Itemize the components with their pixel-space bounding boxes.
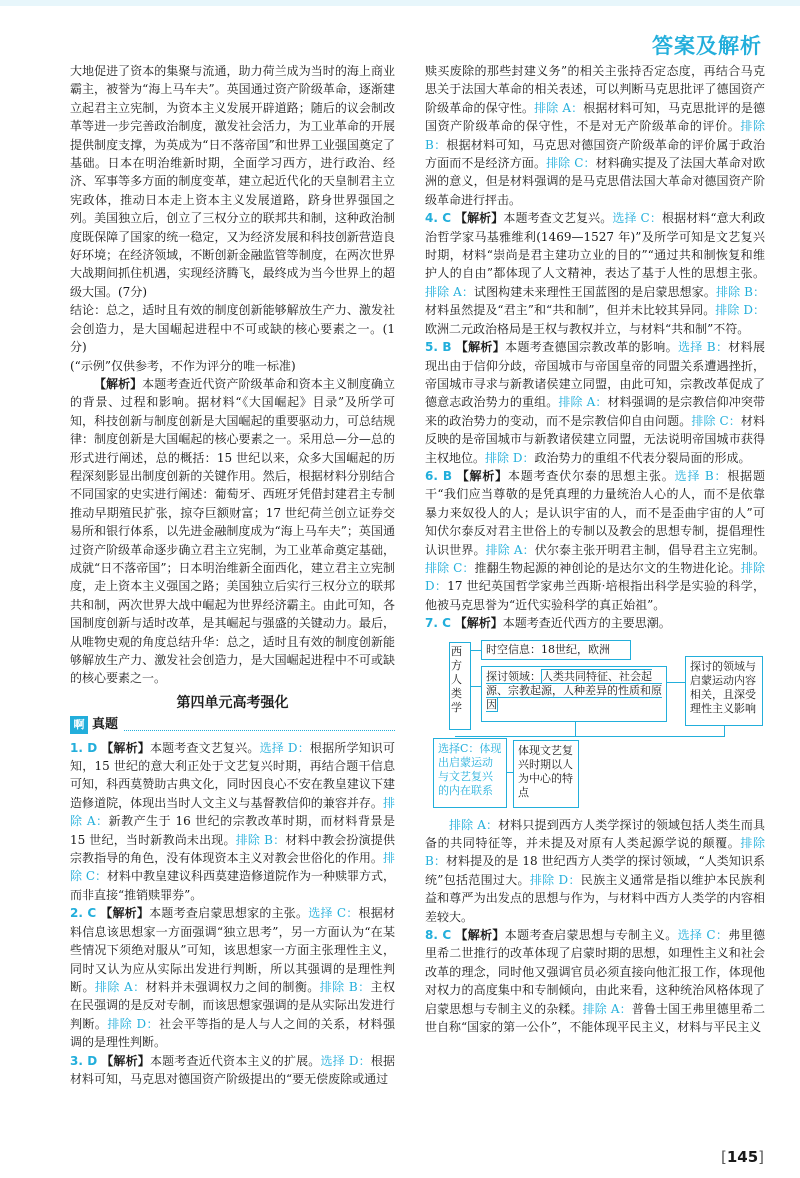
analysis-text: 伏尔泰主张开明君主制，倡导君主立宪制。 <box>534 542 765 557</box>
diagram-select-box <box>433 738 507 808</box>
diagram-time: 时空信息：18世纪，欧洲 <box>486 642 610 656</box>
exclude-tag: 排除 B： <box>235 832 286 847</box>
analysis-label: 【解析】 <box>101 740 150 755</box>
analysis-text: 材料反映的是帝国城市与新教诸侯建立同盟，无法说明帝国城市获得主权地位。 <box>425 413 765 465</box>
analysis-label: 【解析】 <box>455 928 505 943</box>
analysis-text: 根据所学知识可知，15 世纪的意大利正处于文艺复兴时期，再结合题干信息可知，科西莫赞助古典文化，同时因良心不安在教皇建议下建造修道院，体现出当时人文主义与基督教信仰的兼容并存。 <box>70 740 395 810</box>
zhenti-icon: 啊 <box>70 716 88 734</box>
header-bar <box>0 0 800 6</box>
choice-tag: 选择 C： <box>612 211 662 226</box>
choice-tag: 选择 D： <box>320 1053 371 1068</box>
exclude-tag: 排除 A： <box>449 817 499 832</box>
analysis-text: 材料只提到西方人类学探讨的领域包括人类生而具备的共同特征等，并未提及对原有人类起源学说的颠覆。 <box>425 817 765 850</box>
question-number: 7. C <box>425 616 451 631</box>
choice-tag: 选择 B： <box>677 340 729 355</box>
exclude-tag: 排除 A： <box>558 395 608 410</box>
choice-tag: 选择 B： <box>674 468 728 483</box>
diagram-connector <box>575 722 576 736</box>
exclude-tag: 排除 B： <box>715 284 765 299</box>
question-number: 5. B <box>425 340 452 355</box>
analysis-label: 【解析】 <box>454 211 504 226</box>
analysis-text: 17 世纪英国哲学家弗兰西斯·培根指出科学是实验的科学，他被马克思誉为“近代实验科学的真正始祖”。 <box>425 579 766 612</box>
analysis-label: 【解析】 <box>101 1053 150 1068</box>
question-number: 3. D <box>70 1053 98 1068</box>
exclude-tag: 排除 C： <box>546 156 596 171</box>
analysis-text: 主权在民强调的是反对专制，而该思想家强调的是从实际出发进行判断。 <box>70 979 395 1031</box>
analysis-text: 本题考查德国宗教改革的影响。 <box>505 340 678 355</box>
analysis-text: 本题考查伏尔泰的思想主张。 <box>507 468 675 483</box>
exclude-tag: 排除 A： <box>70 795 395 829</box>
exclude-tag: 排除 B： <box>319 979 371 994</box>
analysis-text: 材料确实提及了法国大革命对欧洲的意义，但是材料强调的是马克思借法国大革命对德国资产阶级革命进行抨击。 <box>425 156 765 207</box>
exclude-tag: 排除 C： <box>425 560 475 575</box>
choice-tag: 选择 D： <box>259 740 310 755</box>
choice-tag: 选择 C： <box>308 906 359 921</box>
diagram-right-box <box>685 656 763 726</box>
analysis-text: 本题考查近代资本主义的扩展。 <box>149 1053 321 1068</box>
question-number: 4. C <box>425 211 452 226</box>
question-number: 2. C <box>70 906 97 921</box>
exclude-tag: 排除 D： <box>715 303 766 318</box>
analysis-text: 本题考查近代西方的主要思潮。 <box>502 616 671 631</box>
analysis-text: 材料展现出由于信仰分歧，帝国城市与帝国皇帝的同盟关系遭遇挫折，帝国城市寻求与新教诸侯建立同盟，由此可知，宗教改革促成了德意志政治势力的重组。 <box>425 340 765 410</box>
exclude-tag: 排除 B： <box>425 836 765 869</box>
question-number: 6. B <box>425 468 453 483</box>
analysis-text: 根据题干“我们应当尊敬的是凭真理的力量统治人心的人，而不是依靠暴力来奴役人的人；是认识宇宙的人，而不是歪曲宇宙的人”可知伏尔泰反对君主世俗上的专制以及教会的思想专制，提倡理性认识世界。 <box>425 468 765 557</box>
exclude-tag: 排除 A： <box>582 1001 632 1016</box>
analysis-text: 试图构建未来理性王国蓝图的是启蒙思想家。 <box>473 284 716 299</box>
question-2 <box>70 904 395 1051</box>
exclude-tag: 排除 D： <box>485 450 535 465</box>
exclude-tag: 排除 D： <box>107 1016 159 1031</box>
exclude-tag: 排除 A： <box>534 100 584 115</box>
analysis-text: 弗里德里希二世推行的改革体现了启蒙时期的思想，如理性主义和社会改革的理念，同时他又强调官员必须直接向他汇报工作，体现他对权力的高度集中和专制倾向，由此来看，这种统治风格体现了启蒙思想与专制主义的杂糅。 <box>425 928 765 1016</box>
page-number-value: 145 <box>726 1148 759 1166</box>
analysis-text: 赎买废除的那些封建义务”的相关主张持否定态度，再结合马克思关于法国大革命的相关表述，可以判断马克思批评了德国资产阶级革命的保守性。 <box>425 64 765 115</box>
analysis-label: 【解析】 <box>454 616 503 631</box>
diagram-field: 人类共同特征、社会起源、宗教起源，人种差异的性质和原因 <box>486 669 662 711</box>
analysis-label: 【解析】 <box>94 376 143 391</box>
exclude-tag: 排除 A： <box>485 542 535 557</box>
diagram-connector <box>471 650 481 651</box>
left-column <box>70 62 395 1088</box>
question-3-continued <box>425 62 765 209</box>
analysis-paragraph <box>70 375 395 688</box>
analysis-text: 本题考查启蒙思想与专制主义。 <box>504 928 678 943</box>
analysis-text: 民族主义通常是指以维护本民族利益和尊严为出发点的思想与作为，与材料中西方人类学的内容相差较大。 <box>425 872 765 924</box>
analysis-text: 欧洲二元政治格局是王权与教权并立，与材料“共和制”不符。 <box>425 321 750 336</box>
analysis-text: 本题考查启蒙思想家的主张。 <box>149 906 309 921</box>
page-bracket-right: ] <box>758 1148 764 1166</box>
analysis-text: 材料中教会扮演提供宗教指导的角色，没有体现资本主义对教会世俗化的作用。 <box>70 832 395 866</box>
diagram-reflect: 体现文艺复兴时期以人为中心的特点 <box>518 743 573 799</box>
diagram-right: 探讨的领域与启蒙运动内容相关，且深受理性主义影响 <box>690 659 756 715</box>
question-1 <box>70 739 395 905</box>
zhenti-label: 真题 <box>92 717 119 733</box>
right-column <box>425 62 765 1036</box>
analysis-diagram <box>425 636 765 812</box>
analysis-text: 材料并未强调权力之间的制衡。 <box>145 979 320 994</box>
exclude-tag: 排除 D： <box>425 560 765 594</box>
analysis-text: 社会平等指的是人与人之间的关系，材料强调的是理性判断。 <box>70 1016 395 1050</box>
question-6 <box>425 467 765 614</box>
diagram-subject-box <box>449 642 471 730</box>
question-8 <box>425 926 765 1036</box>
exclude-tag: 排除 C： <box>691 413 741 428</box>
zhenti-header <box>70 716 395 734</box>
analysis-text: 本题考查文艺复兴。 <box>149 740 260 755</box>
exclude-tag: 排除 A： <box>425 284 474 299</box>
diagram-field-box <box>481 666 667 722</box>
analysis-text: 材料强调的是宗教信仰冲突带来的政治势力的变动，而不是宗教信仰自由问题。 <box>425 395 765 428</box>
diagram-connector <box>724 726 725 737</box>
answer-conclusion: 结论：总之，适时且有效的制度创新能够解放生产力、激发社会创造力，是大国崛起进程中不可或缺的核心要素之一。(1分) <box>70 303 395 355</box>
question-number: 1. D <box>70 740 98 755</box>
exclude-tag: 排除 A： <box>94 979 146 994</box>
diagram-field-label: 探讨领域： <box>486 669 541 683</box>
analysis-text: 本题考查近代资产阶级革命和资本主义制度确立的背景、过程和影响。据材料“《大国崛起》目录”及所学可知，科技创新与制度创新是大国崛起的重要驱动力，可总结规律：制度创新是大国崛起的核心要素之一。采用总—分—总的形式进行阐述，总的概括：15 世纪以来，众多大国崛起的历程深刻影显出制度创新的关键作用。然后，根据材料分别结合不同国家的史实进行阐述：葡萄牙、西班牙凭借封建君主专制推动早期殖民扩张，掠夺巨额财富；17 世纪荷兰创立证券交易所和银行体系，以先进金融制度成为“海上马车夫”；英国通过资产阶级革命逐步确立君主立宪制，为工业革命奠定基础，成就“日不落帝国”；日本明治维新全面西化，建立君主立宪制度，走上资本主义强国之路；美国独立后实行三权分立的联邦共和制，两次世界大战中崛起为世界经济霸主。由此可知，各国制度创新与适时改革，是其崛起与强盛的关键动力。最后，从唯物史观的角度总结升华：总之，适时且有效的制度创新能够解放生产力、激发社会创造力，是大国崛起进程中不可或缺的核心要素之一。 <box>70 376 395 686</box>
page-number <box>721 1148 764 1166</box>
question-3 <box>70 1052 395 1089</box>
zhenti-divider <box>124 720 395 731</box>
analysis-label: 【解析】 <box>456 468 508 483</box>
analysis-text: 根据材料“意大利政治哲学家马基雅维利(1469—1527 年)”及所学可知是文艺复兴时期，材料“崇尚是君主建功立业的目的”“通过共和制恢复和维护人的自由”都体现了人文精神，表达了基于人性的思想主张。 <box>425 211 765 281</box>
section-title: 答案及解析 <box>652 34 762 58</box>
analysis-text: 新教产生于 16 世纪的宗教改革时期，而材料背景是 15 世纪，当时新教尚未出现。 <box>70 814 395 847</box>
diagram-time-box <box>481 640 631 660</box>
unit-title: 第四单元高考强化 <box>176 694 289 711</box>
answer-paragraph: 大地促进了资本的集聚与流通，助力荷兰成为当时的海上商业霸主，被誉为“海上马车夫”。英国通过资产阶级革命，逐渐建立起君主立宪制，为资本主义发展开辟道路；随后的议会制改革等进一步完善政治制度，激发社会活力，为工业革命的开展提供制度支撑，为英成为“日不落帝国”和世界工业强国奠定了基础。日本在明治维新时期，全面学习西方，进行政治、经济、军事等多方面的制度变革，建立起近代化的天皇制君主立宪政体，推动日本走上资本主义发展道路，跻身世界强国之列。美国独立后，创立了三权分立的联邦共和制，这种政治制度既保障了国家的统一稳定，又为经济发展和科技创新营造良好环境；在经济领域，不断创新金融监管等制度，在两次世界大战期间抓住机遇，实现经济腾飞，最终成为当今世界上的超级大国。(7分) <box>70 64 395 299</box>
question-7-exclusions <box>425 816 765 926</box>
diagram-arrow <box>667 682 685 683</box>
analysis-text: 根据材料可知，马克思批评的是德国资产阶级革命的保守性，不是对无产阶级革命的评价。 <box>425 100 765 134</box>
analysis-text: 材料提及的是 18 世纪西方人类学的探讨领域，“人类知识系统”包括范围过大。 <box>425 854 765 887</box>
exclude-tag: 排除 B： <box>425 119 765 152</box>
analysis-text: 根据材料可知，马克思对德国资产阶级革命的评价属于政治方面而不是经济方面。 <box>425 137 765 171</box>
question-number: 8. C <box>425 928 452 943</box>
choice-tag: 选择 C： <box>677 928 729 943</box>
diagram-reflect-box <box>513 740 579 808</box>
question-5 <box>425 338 765 467</box>
analysis-text: 本题考查文艺复兴。 <box>503 211 613 226</box>
analysis-text: 根据材料可知，马克思对德国资产阶级提出的“要无偿废除或通过 <box>70 1053 395 1086</box>
analysis-text: 普鲁士国王弗里德里希二世自称“国家的第一公仆”，不能体现平民主义，材料与平民主义 <box>425 1001 765 1035</box>
page-bracket-left: [ <box>720 1148 727 1166</box>
analysis-label: 【解析】 <box>100 906 150 921</box>
diagram-connector <box>471 686 481 687</box>
analysis-text: 政治势力的重组不代表分裂局面的形成。 <box>534 450 751 465</box>
question-7 <box>425 614 765 632</box>
analysis-label: 【解析】 <box>455 340 506 355</box>
analysis-text: 材料虽然提及“君主”和“共和制”，但并未比较其异同。 <box>425 303 716 318</box>
exclude-tag: 排除 D： <box>529 872 581 887</box>
analysis-text: 根据材料信息该思想家一方面强调“独立思考”，另一方面认为“在某些情况下须绝对服从”可知，该思想家一方面主张理性主义，同时又认为应从实际出发进行判断，所以其强调的是理性判断。 <box>70 906 395 994</box>
answer-note: (“示例”仅供参考，不作为评分的唯一标准) <box>70 358 296 373</box>
analysis-text: 材料中教皇建议科西莫建造修道院作为一种赎罪方式，而非直接“推销赎罪券”。 <box>70 869 396 902</box>
exclude-tag: 排除 C： <box>70 851 395 884</box>
diagram-select: 选择C：体现出启蒙运动与文艺复兴的内在联系 <box>438 741 502 797</box>
analysis-text: 推翻生物起源的神创论的是达尔文的生物进化论。 <box>474 560 741 575</box>
diagram-subject: 西方人类学 <box>451 644 462 714</box>
question-4 <box>425 209 765 338</box>
